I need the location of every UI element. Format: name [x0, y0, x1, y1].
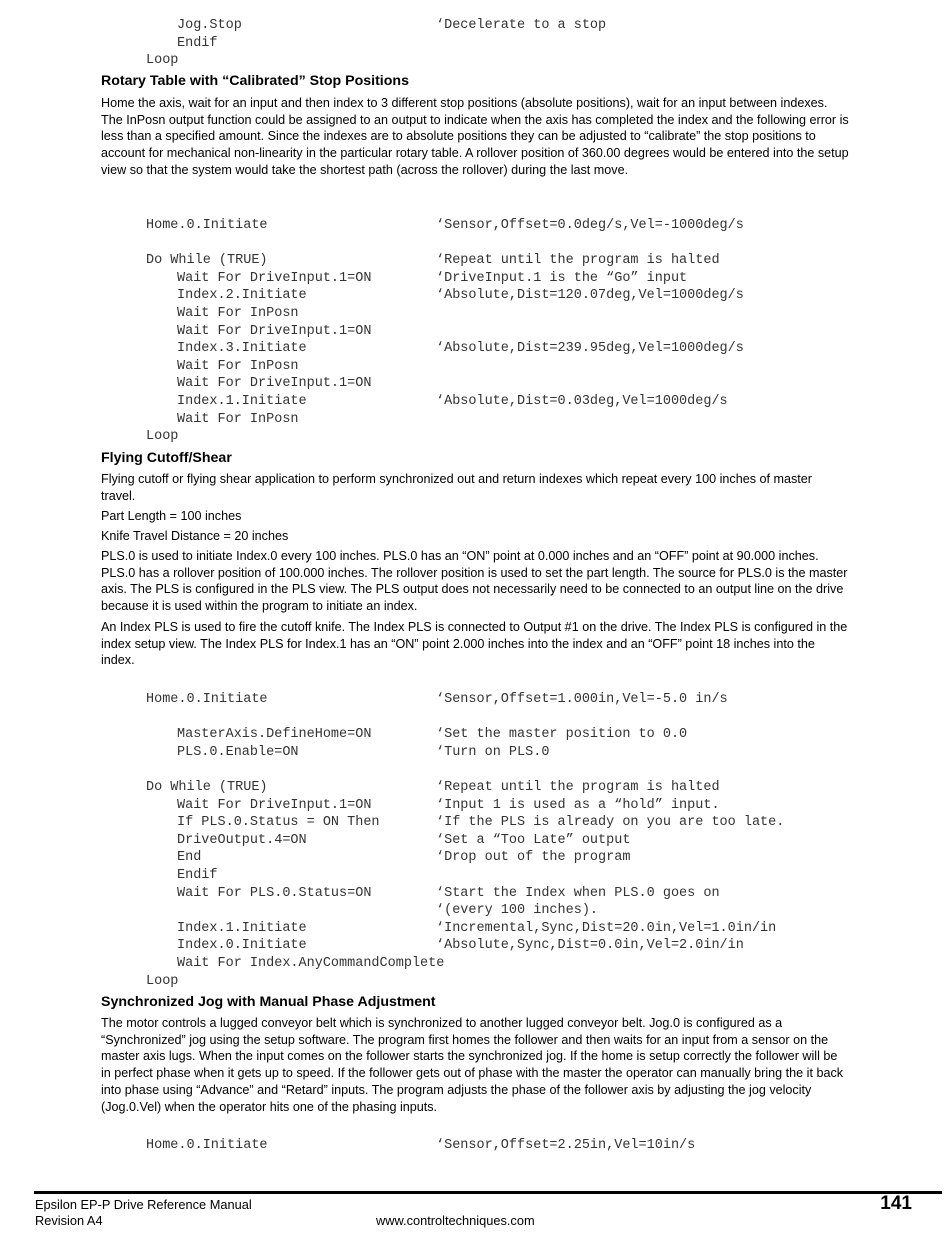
code-line: [0, 1137, 950, 1155]
footer-manual-title: Epsilon EP-P Drive Reference Manual: [35, 1197, 252, 1212]
code-statement: Wait For DriveInput.1=ON: [177, 323, 372, 339]
code-statement: Wait For DriveInput.1=ON: [177, 270, 372, 286]
code-line: [0, 411, 950, 429]
code-line: [0, 744, 950, 762]
footer-revision: Revision A4: [35, 1213, 103, 1228]
code-statement: Index.1.Initiate: [177, 394, 307, 409]
code-line: [0, 375, 950, 393]
code-comment: ‘Sensor,Offset=1.000in,Vel=-5.0 in/s: [436, 692, 728, 707]
code-comment: ‘Absolute,Sync,Dist=0.0in,Vel=2.0in/in: [436, 938, 744, 954]
code-statement: Wait For InPosn: [177, 306, 299, 321]
code-line: [0, 52, 950, 70]
code-statement: Endif: [177, 35, 218, 51]
code-statement: Wait For PLS.0.Status=ON: [177, 885, 372, 901]
heading-rotary-table: Rotary Table with “Calibrated” Stop Positions: [101, 73, 409, 89]
code-line: [0, 885, 950, 903]
code-comment: ‘(every 100 inches).: [436, 903, 599, 919]
code-statement: Index.1.Initiate: [177, 920, 307, 936]
code-comment: ‘Input 1 is used as a “hold” input.: [436, 797, 720, 813]
code-comment: ‘Decelerate to a stop: [436, 18, 607, 33]
heading-flying-cutoff: Flying Cutoff/Shear: [101, 450, 232, 466]
code-comment: ‘Absolute,Dist=239.95deg,Vel=1000deg/s: [436, 341, 744, 357]
code-statement: Home.0.Initiate: [146, 218, 268, 233]
code-line: [0, 287, 950, 305]
code-statement: MasterAxis.DefineHome=ON: [177, 727, 372, 743]
code-line: [0, 709, 950, 727]
code-statement: Index.2.Initiate: [177, 288, 307, 304]
code-comment: ‘Absolute,Dist=0.03deg,Vel=1000deg/s: [436, 394, 728, 409]
code-line: [0, 761, 950, 779]
code-line: [0, 973, 950, 991]
code-comment: ‘Repeat until the program is halted: [436, 253, 720, 269]
code-line: [0, 691, 950, 709]
code-statement: DriveOutput.4=ON: [177, 832, 307, 848]
code-statement: Do While (TRUE): [146, 780, 268, 795]
code-line: [0, 814, 950, 832]
code-comment: ‘Start the Index when PLS.0 goes on: [436, 885, 720, 901]
code-statement: Loop: [146, 973, 179, 989]
code-line: [0, 235, 950, 253]
code-line: [0, 867, 950, 885]
code-comment: ‘If the PLS is already on you are too late.: [436, 815, 785, 831]
paragraph-pls0-description: PLS.0 is used to initiate Index.0 every 100 inches. PLS.0 has an “ON” point at 0.000 inches and an “OFF” point at 90.000 inches. PLS.0 has a rollover position of 100.000 inches. The rollover position is used to set the part length. The source for PLS.0 is the master axis. The PLS is configured in the PLS view. The PLS output does not necessarily need to be connected to an output line on the drive because it is used within the program to initiate an index.: [101, 549, 848, 614]
code-statement: If PLS.0.Status = ON Then: [177, 815, 380, 831]
paragraph-syncjog-description: The motor controls a lugged conveyor belt which is synchronized to another lugged conveyor belt. Jog.0 is configured as a “Synchronized” jog using the setup software. The program first homes the follower and then waits for an input from a sensor on the master axis lugs. When the input comes on the follower starts the synchronized jog. If the home is setup correctly the follower will be in perfect phase when it gets up to speed. If the follower gets out of phase with the master the operator can manually bring the it back into phase using “Advance” and “Retard” inputs. The program adjusts the phase of the follower axis by adjusting the jog velocity (Jog.0.Vel) when the operator hits one of the phasing inputs.: [101, 1016, 844, 1114]
code-line: [0, 779, 950, 797]
code-line: [0, 340, 950, 358]
code-comment: ‘Repeat until the program is halted: [436, 780, 720, 795]
code-comment: ‘DriveInput.1 is the “Go” input: [436, 270, 688, 286]
code-line: [0, 35, 950, 53]
footer-website: www.controltechniques.com: [376, 1213, 535, 1228]
paragraph-part-length: Part Length = 100 inches: [101, 509, 242, 523]
code-statement: Loop: [146, 429, 179, 445]
code-statement: Index.0.Initiate: [177, 938, 307, 954]
code-statement: PLS.0.Enable=ON: [177, 744, 299, 760]
code-statement: Index.3.Initiate: [177, 341, 307, 357]
code-statement: Wait For InPosn: [177, 358, 299, 374]
code-line: [0, 270, 950, 288]
code-statement: Wait For Index.AnyCommandComplete: [177, 956, 445, 971]
code-line: [0, 832, 950, 850]
code-line: [0, 902, 950, 920]
paragraph-index-pls-description: An Index PLS is used to fire the cutoff knife. The Index PLS is connected to Output #1 on the drive. The Index PLS is configured in the index setup view. The Index PLS for Index.1 has an “ON” point 2.000 inches into the index and an “OFF” point 18 inches into the index.: [101, 620, 848, 668]
footer-divider: [34, 1191, 942, 1194]
code-line: [0, 17, 950, 35]
code-line: [0, 726, 950, 744]
page-number: 141: [880, 1193, 912, 1214]
code-line: [0, 937, 950, 955]
paragraph-knife-travel: Knife Travel Distance = 20 inches: [101, 529, 289, 543]
code-line: [0, 305, 950, 323]
code-statement: Wait For InPosn: [177, 411, 299, 427]
code-comment: ‘Set the master position to 0.0: [436, 727, 688, 743]
code-line: [0, 797, 950, 815]
code-statement: Loop: [146, 53, 179, 69]
code-line: [0, 323, 950, 341]
heading-synchronized-jog: Synchronized Jog with Manual Phase Adjustment: [101, 994, 436, 1010]
code-comment: ‘Sensor,Offset=2.25in,Vel=10in/s: [436, 1138, 696, 1153]
code-statement: Jog.Stop: [177, 18, 242, 33]
code-line: [0, 358, 950, 376]
code-comment: ‘Sensor,Offset=0.0deg/s,Vel=-1000deg/s: [436, 218, 744, 233]
code-statement: Wait For DriveInput.1=ON: [177, 376, 372, 392]
code-statement: Home.0.Initiate: [146, 1138, 268, 1153]
code-line: [0, 428, 950, 446]
code-line: [0, 920, 950, 938]
code-line: [0, 217, 950, 235]
code-statement: Home.0.Initiate: [146, 692, 268, 707]
code-statement: Wait For DriveInput.1=ON: [177, 797, 372, 813]
code-comment: ‘Set a “Too Late” output: [436, 832, 631, 848]
paragraph-rotary-description: Home the axis, wait for an input and then index to 3 different stop positions (absolute positions), wait for an input between indexes. The InPosn output function could be assigned to an output to indicate when the axis has completed the index and the following error is less than a specified amount. Since the indexes are to absolute positions they can be adjusted to “calibrate” the stop positions to account for mechanical non-linearity in the particular rotary table. A rollover position of 360.00 degrees would be entered into the setup view so that the system would take the shortest path (across the rollover) during the last move.: [101, 96, 849, 177]
code-line: [0, 393, 950, 411]
paragraph-flying-intro: Flying cutoff or flying shear application to perform synchronized out and return indexes which repeat every 100 inches of master travel.: [101, 472, 812, 503]
code-comment: ‘Absolute,Dist=120.07deg,Vel=1000deg/s: [436, 288, 744, 304]
code-line: [0, 955, 950, 973]
code-comment: ‘Drop out of the program: [436, 850, 631, 866]
code-statement: Do While (TRUE): [146, 253, 268, 269]
code-line: [0, 252, 950, 270]
code-statement: Endif: [177, 868, 218, 883]
code-statement: End: [177, 850, 202, 866]
code-comment: ‘Turn on PLS.0: [436, 744, 550, 760]
code-line: [0, 849, 950, 867]
code-comment: ‘Incremental,Sync,Dist=20.0in,Vel=1.0in/in: [436, 920, 777, 936]
